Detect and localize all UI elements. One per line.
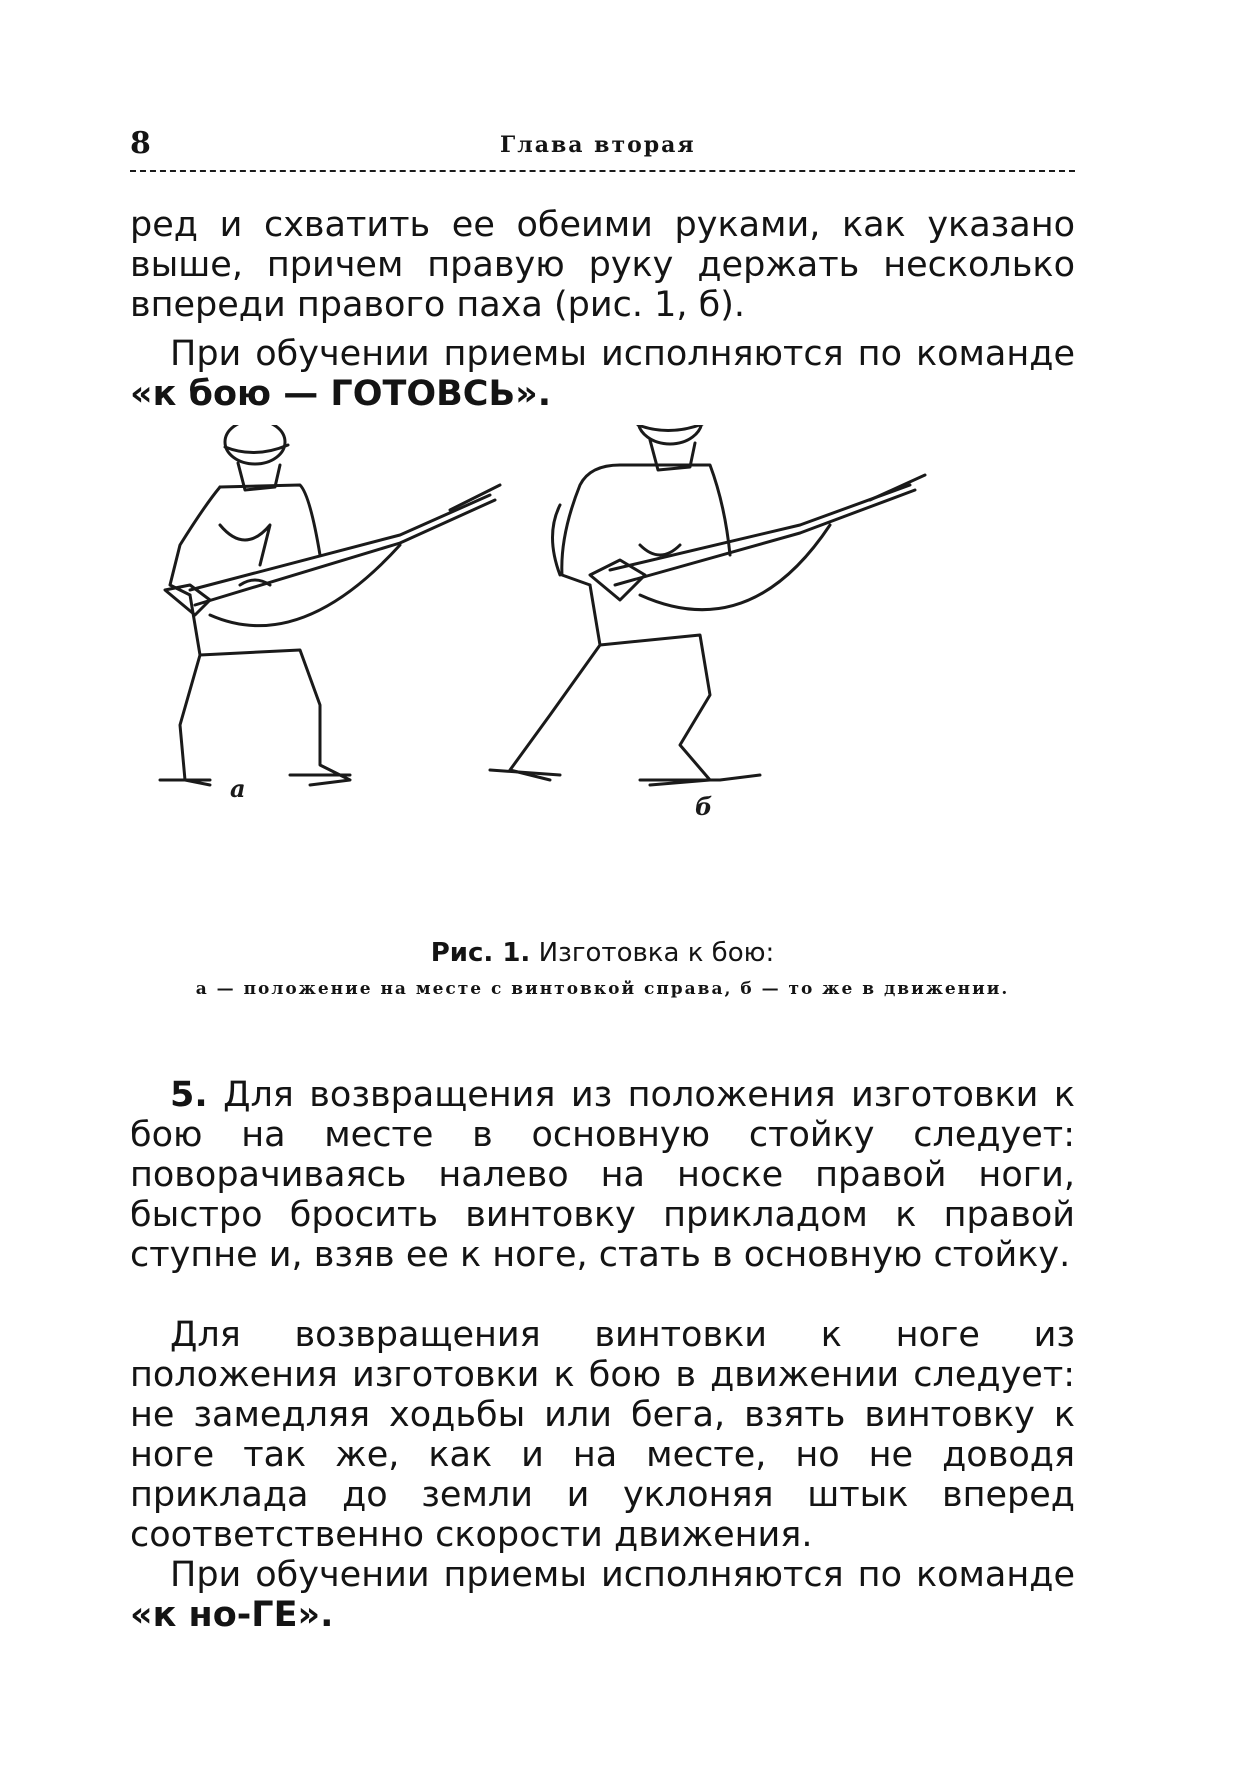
page-header — [130, 126, 1075, 176]
soldier-b-drawing — [490, 425, 925, 785]
command-ready: «к бою — ГОТОВСЬ». — [130, 374, 552, 414]
figure-label-a: а — [230, 774, 246, 803]
paragraph-text: Для возвращения из положения изготовки к бою на месте в основную стойку следует: поворачиваясь налево на носке правой ноги, быстро бросить винтовку прикладом к правой ступне и, взяв ее к ноге, стать в основную стойку. — [130, 1075, 1075, 1275]
header-rule — [130, 170, 1075, 172]
paragraph-text: При обучении приемы исполняются по команде — [170, 1555, 1075, 1595]
running-head: Глава вторая — [500, 132, 696, 158]
figure-caption-label: Рис. 1. — [430, 938, 531, 968]
paragraph-command-ready — [130, 334, 1075, 414]
soldier-a-drawing — [160, 425, 500, 785]
paragraph-command-order-arms — [130, 1555, 1075, 1635]
figure-caption — [130, 938, 1075, 968]
command-order-arms: «к но-ГЕ». — [130, 1595, 334, 1635]
figure-caption-legend: а — положение на месте с винтовкой справа, б — то же в движении. — [195, 979, 1010, 999]
figure-caption-title: Изготовка к бою: — [530, 938, 775, 968]
section-number: 5. — [170, 1075, 208, 1115]
paragraph-section-5 — [130, 1075, 1075, 1275]
paragraph-text: При обучении приемы исполняются по команде — [170, 334, 1075, 374]
paragraph-continuation: ред и схватить ее обеими руками, как указано выше, причем правую руку держать несколько впереди правого паха (рис. 1, б). — [130, 205, 1075, 325]
figure-label-b: б — [695, 792, 713, 821]
paragraph-return-in-motion: Для возвращения винтовки к ноге из положения изготовки к бою в движении следует: не замедляя ходьбы или бега, взять винтовку к ноге так же, как и на месте, но не доводя приклада до земли и уклоняя штык вперед соответственно скорости движения. — [130, 1315, 1075, 1555]
page-number: 8 — [130, 126, 151, 161]
figure-illustration — [150, 425, 1110, 925]
